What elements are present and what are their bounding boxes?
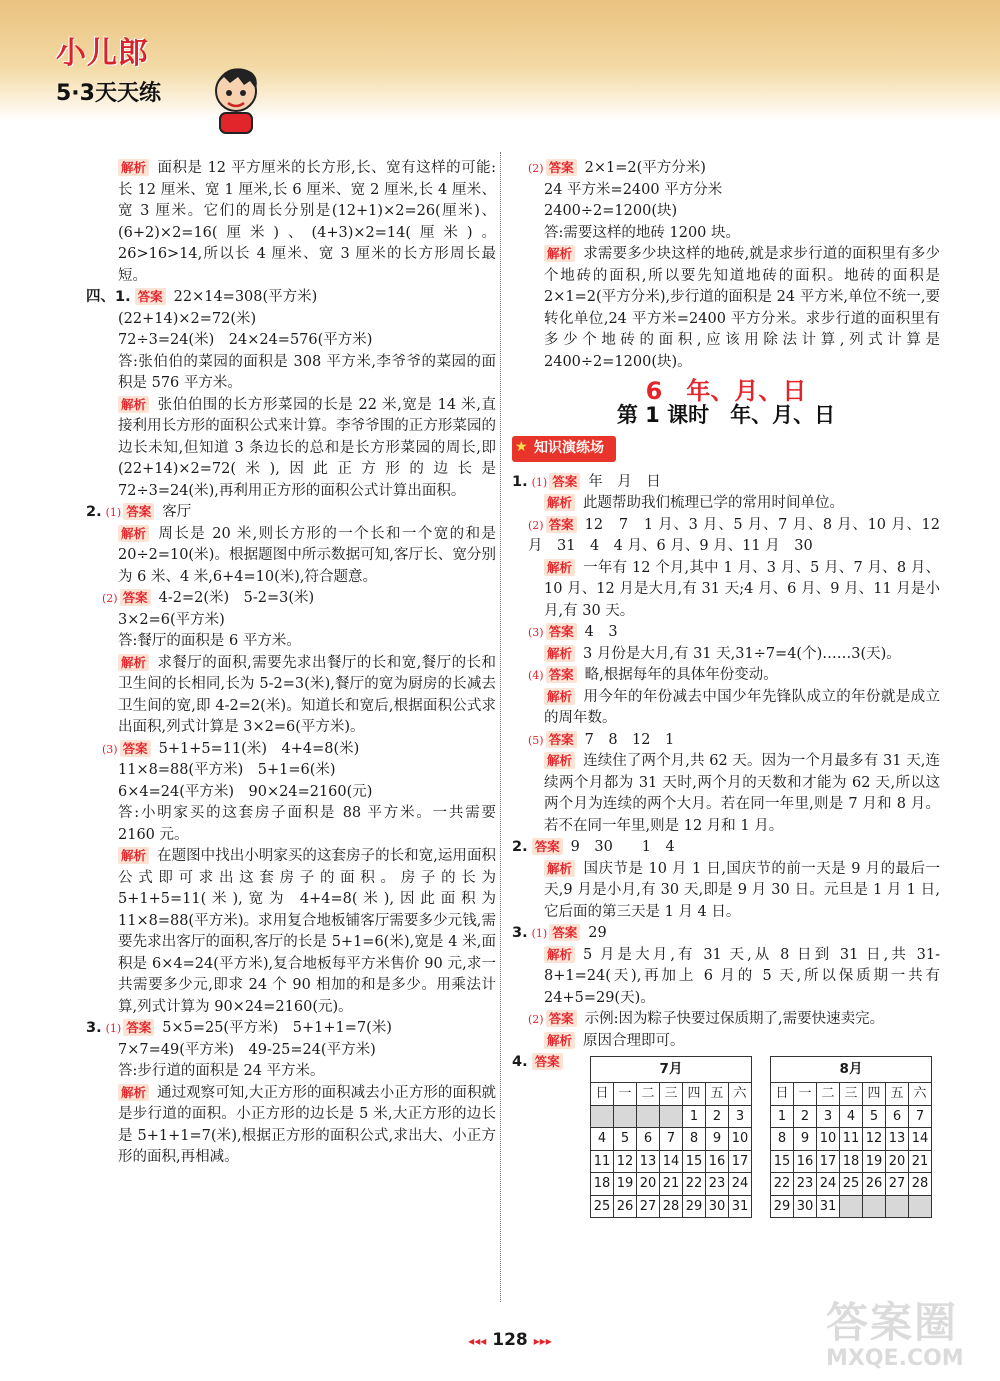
answer-line [512,687,940,730]
weekday-header: 三 [660,1083,683,1106]
calendar-day: 16 [706,1150,729,1173]
answer-line [86,739,496,761]
calendar-day: 3 [729,1105,752,1128]
answer-text: (22+14)×2=72(米) [118,310,257,327]
answer-tag: 答案 [123,1019,154,1036]
answer-line [512,244,940,373]
calendar-day: 26 [614,1195,637,1218]
answer-line [86,653,496,739]
calendar-day: 15 [683,1150,706,1173]
lesson-title: 第 1 课时 年、月、日 [616,402,836,427]
weekday-header: 二 [637,1083,660,1106]
calendar-day: 30 [794,1195,817,1218]
page-number-text: 128 [492,1330,528,1350]
calendar-day: 3 [817,1105,840,1128]
weekday-header: 六 [909,1083,932,1106]
calendar-day: 12 [614,1150,637,1173]
answer-line [86,1018,496,1040]
calendar-day: 24 [817,1173,840,1196]
analysis-tag: 解析 [118,654,149,671]
answer-line [86,352,496,395]
analysis-tag: 解析 [118,396,149,413]
analysis-tag: 解析 [544,645,575,662]
calendar-day: 14 [660,1150,683,1173]
watermark-title: 答案圈 [826,1298,959,1347]
answer-tag: 答案 [546,623,577,640]
weekday-header: 日 [591,1083,614,1106]
analysis-tag: 解析 [544,494,575,511]
answer-text: 7×7=49(平方米) 49-25=24(平方米) [118,1041,376,1058]
calendar-day: 2 [706,1105,729,1128]
calendar-day: 12 [863,1128,886,1151]
answer-tag: 答案 [123,503,154,520]
calendar-day [909,1195,932,1218]
calendar-day [591,1105,614,1128]
question-number: 四、1. [86,289,131,305]
answer-line [86,330,496,352]
calendar-day: 4 [591,1128,614,1151]
sub-question-number: (2) [102,592,118,605]
answer-text: 年 月 日 [588,473,661,490]
analysis-tag: 解析 [544,688,575,705]
star-icon: ★ [515,439,528,455]
answer-tag: 答案 [120,740,151,757]
calendar-day [614,1105,637,1128]
analysis-tag: 解析 [544,752,575,769]
section-banner [512,436,616,462]
page-number [440,1330,580,1350]
answer-line [512,158,940,180]
answer-text: 9 30 1 4 [570,839,675,855]
weekday-header: 五 [886,1083,909,1106]
answer-text: 3×2=6(平方米) [118,611,225,628]
weekday-header: 六 [729,1083,752,1106]
calendar-day [840,1195,863,1218]
answer-text: 张伯伯围的长方形菜园的长是 22 米,宽是 14 米,直接利用长方形的面积公式来计算。李爷爷围的正方形菜园的边长未知,但知道 3 条边长的总和是长方形菜园的周长,即(22+14)×2=72(米),因此正方形的边长是 72÷3=24(米),再利用正方形的面积公式计算出面积。 [118,396,496,499]
answer-text: 求餐厅的面积,需要先求出餐厅的长和宽,餐厅的长和卫生间的长相同,长为 5-2=3(米),餐厅的宽为厨房的长减去卫生间的宽,即 4-2=2(米)。知道长和宽后,根据面积公式求出面积,列式计算是 3×2=6(平方米)。 [118,654,496,735]
answer-line [86,158,496,287]
answer-line [86,1061,496,1083]
answer-line [512,859,940,924]
answer-tag: 答案 [546,516,577,533]
calendar-day: 30 [706,1195,729,1218]
analysis-tag: 解析 [118,1084,149,1101]
answer-line [512,665,940,687]
answer-text: 5 月是大月,有 31 天,从 8 日到 31 日,共 31-8+1=24(天),再加上 6 月的 5 天,所以保质期一共有 24+5=29(天)。 [544,946,940,1006]
answer-line [512,622,940,644]
right-column [512,158,940,1218]
calendar-day: 10 [817,1128,840,1151]
question-number: 3. [86,1020,102,1036]
calendar-day: 4 [840,1105,863,1128]
analysis-tag: 解析 [544,245,575,262]
answer-text: 6×4=24(平方米) 90×24=2160(元) [118,783,373,800]
calendar-day: 19 [863,1150,886,1173]
answer-line [86,1040,496,1062]
calendar-day: 20 [637,1173,660,1196]
sub-question-number: (3) [528,626,544,639]
analysis-tag: 解析 [544,1032,575,1049]
answer-line [512,180,940,202]
question-number: 2. [86,504,102,520]
answer-text: 72÷3=24(米) 24×24=576(平方米) [118,332,373,348]
calendar-day: 5 [863,1105,886,1128]
answer-line [86,782,496,804]
answer-text: 国庆节是 10 月 1 日,国庆节的前一天是 9 月的最后一天,9 月是小月,有 30 天,即是 9 月 30 日。元旦是 1 月 1 日,它后面的第三天是 1 月 4 日。 [544,860,940,920]
calendar-day: 5 [614,1128,637,1151]
calendar-day: 11 [840,1128,863,1151]
answer-line [86,610,496,632]
answer-line [86,502,496,524]
answer-text: 用今年的年份减去中国少年先锋队成立的年份就是成立的周年数。 [544,688,940,726]
question-number: 4. [512,1054,528,1070]
calendar-day: 9 [794,1128,817,1151]
answer-tag: 答案 [120,589,151,606]
calendar-day: 26 [863,1173,886,1196]
sub-question-number: (1) [531,475,548,489]
answer-text: 4-2=2(米) 5-2=3(米) [158,590,315,606]
answer-line [86,524,496,589]
sub-question-number: (2) [528,1013,544,1026]
answer-line [512,515,940,558]
answer-line [86,287,496,309]
calendar-day: 8 [683,1128,706,1151]
answer-text: 12 7 1 月、3 月、5 月、7 月、8 月、10 月、12 月 31 4 4 月、6 月、9 月、11 月 30 [528,516,940,554]
answer-text: 答:小明家买的这套房子面积是 88 平方米。一共需要 2160 元。 [118,805,496,843]
answer-text: 11×8=88(平方米) 5+1=6(米) [118,762,336,778]
question-number: 3. [512,925,528,941]
calendar-day [863,1195,886,1218]
watermark [826,1290,996,1375]
sub-question-number: (5) [528,733,544,747]
calendar-day: 6 [637,1128,660,1151]
answer-line [86,631,496,653]
calendar-day: 17 [729,1150,752,1173]
sub-question-number: (3) [102,742,118,756]
answer-line [86,803,496,846]
answer-text: 答:张伯伯的菜园的面积是 308 平方米,李爷爷的菜园的面积是 576 平方米。 [118,353,496,391]
calendar-day: 22 [771,1173,794,1196]
calendar-day: 13 [886,1128,909,1151]
answer-text: 22×14=308(平方米) [173,289,318,305]
weekday-header: 二 [817,1083,840,1106]
analysis-tag: 解析 [118,159,149,176]
calendar-day: 14 [909,1128,932,1151]
calendar-day: 7 [909,1105,932,1128]
answer-text: 答:需要这样的地砖 1200 块。 [544,224,741,241]
analysis-tag: 解析 [544,946,575,963]
sub-question-number: (1) [105,506,122,519]
calendar-month-title: 8月 [771,1056,932,1083]
calendar-day: 11 [591,1150,614,1173]
answer-tag: 答案 [546,1010,577,1027]
answer-tag: 答案 [532,1053,563,1070]
calendar-day: 28 [909,1173,932,1196]
logo-title: 小儿郎 [56,36,149,71]
answer-text: 2400÷2=1200(块) [544,203,678,219]
calendar-day: 23 [794,1173,817,1196]
analysis-tag: 解析 [544,559,575,576]
answer-text: 客厅 [162,504,192,520]
calendar-day: 27 [886,1173,909,1196]
calendar-day [660,1105,683,1128]
answer-tag: 答案 [546,159,577,176]
next-arrows-icon: ▸▸▸ [533,1334,552,1348]
answer-tag: 答案 [546,731,577,748]
calendar-day: 24 [729,1173,752,1196]
calendar-day [637,1105,660,1128]
answer-line [86,395,496,503]
answer-line [512,472,940,494]
logo-subtitle: 5·3天天练 [56,81,161,106]
analysis-tag: 解析 [118,525,149,542]
answer-text: 3 月份是大月,有 31 天,31÷7=4(个)……3(天)。 [583,645,901,662]
weekday-header: 五 [706,1083,729,1106]
sub-question-number: (2) [528,162,544,175]
sub-question-number: (1) [531,927,548,940]
calendar-day: 10 [729,1128,752,1151]
right-top-answers [512,158,940,373]
answer-text: 29 [588,925,607,941]
answer-line [86,588,496,610]
calendar-day: 16 [794,1150,817,1173]
analysis-tag: 解析 [544,860,575,877]
calendar-day: 21 [909,1150,932,1173]
calendar-day: 27 [637,1195,660,1218]
answer-text: 2×1=2(平方分米) [584,160,706,176]
chapter-title: 6 年、月、日 [645,377,807,405]
answer-tag: 答案 [549,924,580,941]
calendar-day: 31 [817,1195,840,1218]
right-bottom-answers [512,472,940,1074]
answer-text: 示例:因为粽子快要过保质期了,需要快速卖完。 [584,1011,885,1027]
sub-question-number: (2) [528,518,544,532]
answer-text: 在题图中找出小明家买的这套房子的长和宽,运用面积公式即可求出这套房子的面积。房子的长为 5+1+5=11(米),宽为 4+4=8(米),因此面积为 11×8=88(平方米)。求用复合地板铺客厅需要多少元钱,需要先求出客厅的面积,客厅的长是 5+1=6(米),宽是 4 米,面积是 6×4=24(平方米),复合地板每平方米售价 90 元,求一共需要多少元,即求 24 个 90 相加的和是多少。用乘法计算,列式计算为 90×24=2160(元)。 [118,848,496,1015]
sub-question-number: (4) [528,669,544,682]
calendar-day: 18 [591,1173,614,1196]
answer-line [512,730,940,752]
calendars [590,1056,940,1219]
answer-text: 5×5=25(平方米) 5+1+1=7(米) [162,1020,392,1036]
answer-line [512,1031,940,1053]
answer-text: 略,根据每年的具体年份变动。 [584,667,778,683]
answer-text: 答:餐厅的面积是 6 平方米。 [118,633,301,649]
answer-line [512,201,940,223]
answer-line [86,1083,496,1169]
calendar-day: 20 [886,1150,909,1173]
answer-text: 原因合理即可。 [583,1032,685,1049]
calendar-day: 31 [729,1195,752,1218]
answer-line [86,760,496,782]
answer-line [86,846,496,1018]
answer-text: 连续住了两个月,共 62 天。因为一个月最多有 31 天,连续两个月都为 31 天时,两个月的天数和才能为 62 天,所以这两个月为连续的两个大月。若在同一年里,则是 7 月和 8 月。若不在同一年里,则是 12 月和 1 月。 [544,753,940,834]
calendar-day: 19 [614,1173,637,1196]
calendar-day: 18 [840,1150,863,1173]
analysis-tag: 解析 [118,847,149,864]
answer-text: 求需要多少块这样的地砖,就是求步行道的面积里有多少个地砖的面积,所以要先知道地砖的面积。地砖的面积是 2×1=2(平方分米),步行道的面积是 24 平方米,单位不统一,要转化单位,24 平方米=2400 平方分米。求步行道的面积里有多少个地砖的面积,应该用除法计算,列式计算是 2400÷2=1200(块)。 [544,246,940,370]
answer-tag: 答案 [546,666,577,683]
weekday-header: 三 [840,1083,863,1106]
calendar-month-title: 7月 [591,1056,752,1083]
calendar-day: 29 [683,1195,706,1218]
answer-line [512,644,940,666]
answer-line [512,1009,940,1031]
column-divider [500,152,501,1302]
answer-line [512,751,940,837]
prev-arrows-icon: ◂◂◂ [468,1334,487,1348]
answer-text: 通过观察可知,大正方形的面积减去小正方形的面积就是步行道的面积。小正方形的边长是 5 米,大正方形的边长是 5+1+1=7(米),根据正方形的面积公式,求出大、小正方形的面积,再相减。 [118,1084,496,1165]
weekday-header: 四 [683,1083,706,1106]
answer-line [86,309,496,331]
section-banner-label: 知识演练场 [534,440,604,456]
calendar-day: 29 [771,1195,794,1218]
calendar-day: 2 [794,1105,817,1128]
sub-question-number: (1) [105,1022,122,1035]
calendar-day: 25 [840,1173,863,1196]
calendar-day: 8 [771,1128,794,1151]
answer-tag: 答案 [549,473,580,490]
answer-text: 4 3 [584,624,618,640]
answer-tag: 答案 [135,288,166,305]
calendar-day: 9 [706,1128,729,1151]
left-column [86,158,496,1169]
answer-line [512,223,940,245]
calendar-day: 22 [683,1173,706,1196]
calendar-day: 25 [591,1195,614,1218]
calendar-day: 13 [637,1150,660,1173]
answer-text: 7 8 12 1 [584,731,675,748]
calendar-day: 17 [817,1150,840,1173]
answer-text: 答:步行道的面积是 24 平方米。 [118,1063,325,1079]
question-number: 1. [512,473,528,490]
calendar-day: 1 [683,1105,706,1128]
answer-text: 周长是 20 米,则长方形的一个长和一个宽的和是 20÷2=10(米)。根据题图中所示数据可知,客厅长、宽分别为 6 米、4 米,6+4=10(米),符合题意。 [118,525,496,585]
answer-line [512,923,940,945]
calendar-day: 28 [660,1195,683,1218]
watermark-url: MXQE.COM [826,1346,964,1371]
weekday-header: 日 [771,1083,794,1106]
calendar-day [886,1195,909,1218]
calendar-day: 21 [660,1173,683,1196]
answer-line [512,493,940,515]
answer-text: 5+1+5=11(米) 4+4=8(米) [158,740,360,757]
weekday-header: 一 [614,1083,637,1106]
answer-line [512,558,940,623]
answer-line [512,837,940,859]
mascot-icon [204,63,268,135]
answer-text: 一年有 12 个月,其中 1 月、3 月、5 月、7 月、8 月、10 月、12 月是大月,有 31 天;4 月、6 月、9 月、11 月是小月,有 30 天。 [544,559,940,619]
calendar-day: 15 [771,1150,794,1173]
answer-text: 此题帮助我们梳理已学的常用时间单位。 [583,495,845,511]
weekday-header: 四 [863,1083,886,1106]
answer-tag: 答案 [532,838,563,855]
brand-logo [46,28,226,118]
answer-text: 面积是 12 平方厘米的长方形,长、宽有这样的可能:长 12 厘米、宽 1 厘米,长 6 厘米、宽 2 厘米,长 4 厘米、宽 3 厘米。它们的周长分别是(12+1)×2=26(厘米)、(6+2)×2=16(厘米)、(4+3)×2=14(厘米)。26>16>14,所以长 4 厘米、宽 3 厘米的长方形周长最短。 [118,160,496,284]
weekday-header: 一 [794,1083,817,1106]
answer-text: 24 平方米=2400 平方分米 [544,181,723,198]
month-calendar [770,1056,932,1219]
answer-line [512,945,940,1010]
calendar-day: 1 [771,1105,794,1128]
question-number: 2. [512,839,528,855]
calendar-day: 6 [886,1105,909,1128]
calendar-day: 7 [660,1128,683,1151]
calendar-day: 23 [706,1173,729,1196]
month-calendar [590,1056,752,1219]
